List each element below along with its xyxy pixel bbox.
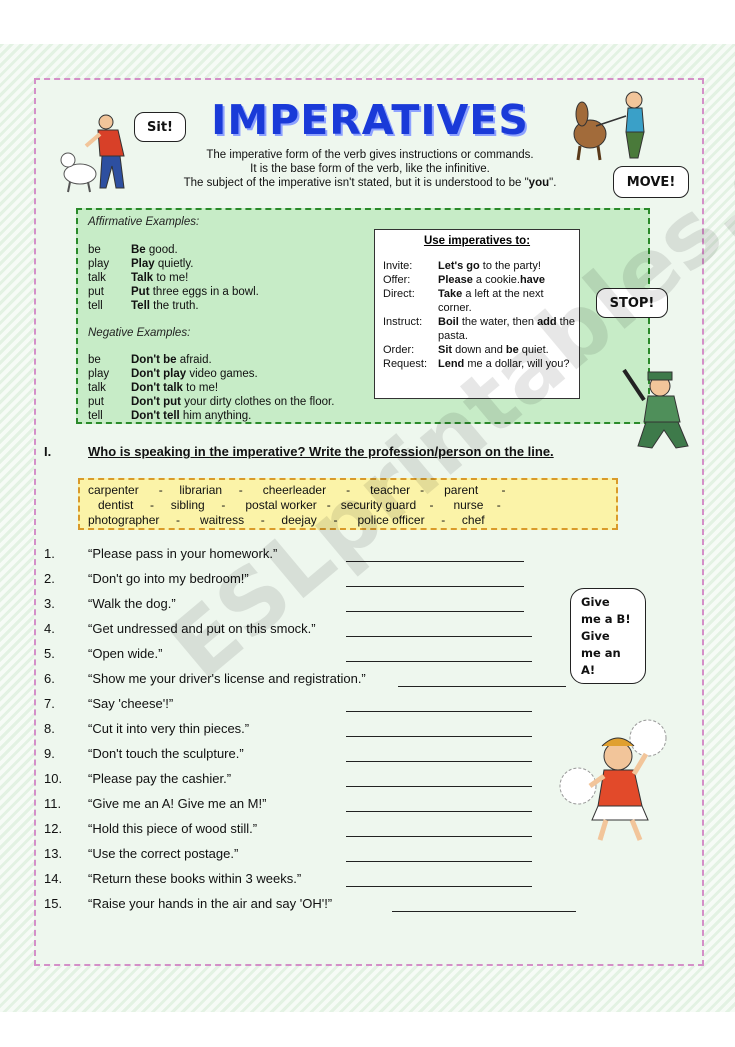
speech-bubble-stop: STOP! (596, 288, 668, 318)
question-number: 3. (44, 596, 55, 611)
question-text: “Return these books within 3 weeks.” (88, 871, 302, 886)
use-text: the pasta. (438, 316, 575, 342)
question-text: “Don't go into my bedroom!” (88, 571, 249, 586)
affirmative-verb: talk (88, 272, 106, 284)
use-function: Invite: (383, 260, 413, 272)
answer-line[interactable] (346, 711, 532, 712)
question-text: “Please pay the cashier.” (88, 771, 232, 786)
use-text: a left at the next corner. (438, 288, 544, 314)
question-text: “Give me an A! Give me an M!” (88, 796, 267, 811)
answer-line[interactable] (346, 761, 532, 762)
use-bold: Sit (438, 344, 453, 356)
word-bank-line-3: photographer - waitress - deejay - police officer - chef (88, 513, 485, 527)
negative-rest: video games. (186, 368, 258, 380)
negative-verb: be (88, 354, 101, 366)
affirmative-verb: be (88, 244, 101, 256)
affirmative-command: Talk (131, 272, 154, 284)
negative-command: Don't play (131, 368, 187, 380)
question-number: 11. (44, 796, 62, 811)
answer-line[interactable] (346, 786, 532, 787)
use-text: quiet. (518, 344, 549, 356)
intro-line-2: It is the base form of the verb, like the infinitive. (250, 163, 490, 175)
answer-line[interactable] (346, 611, 524, 612)
use-heading: Use imperatives to: (423, 235, 531, 247)
section-number: I. (44, 444, 52, 459)
negative-verb: put (88, 396, 104, 408)
word-bank-line-2: dentist - sibling - postal worker - security guard - nurse - (88, 498, 501, 512)
question-number: 15. (44, 896, 63, 911)
use-text: the water, then (458, 316, 538, 328)
negative-verb: talk (88, 382, 106, 394)
cheerleader-illustration (556, 716, 676, 844)
affirmative-rest: quietly. (154, 258, 194, 270)
negative-rest: your dirty clothes on the floor. (181, 396, 335, 408)
negative-command: Don't talk (131, 382, 183, 394)
cheer-line-1: Give (581, 594, 610, 609)
affirmative-rest: to me! (153, 272, 189, 284)
question-number: 6. (44, 671, 55, 686)
answer-line[interactable] (398, 686, 566, 687)
question-number: 4. (44, 621, 55, 636)
negative-rest: to me! (182, 382, 219, 394)
affirmative-verb: put (88, 286, 104, 298)
use-bold: Let's go (438, 260, 480, 272)
question-number: 13. (44, 846, 63, 861)
page-title: IMPERATIVES (211, 96, 529, 144)
answer-line[interactable] (346, 861, 532, 862)
use-bold: Please (438, 274, 476, 286)
question-text: “Use the correct postage.” (88, 846, 239, 861)
answer-line[interactable] (346, 811, 532, 812)
question-number: 5. (44, 646, 55, 661)
use-function: Offer: (383, 274, 411, 286)
question-text: “Say 'cheese'!” (88, 696, 174, 711)
use-bold: Boil (438, 316, 459, 328)
negative-command: Don't be (131, 354, 177, 366)
affirmative-rest: good. (145, 244, 178, 256)
use-bold: be (505, 344, 519, 356)
question-number: 9. (44, 746, 55, 761)
affirmative-command: Tell (131, 300, 150, 312)
answer-line[interactable] (346, 886, 532, 887)
affirmative-verb: tell (88, 300, 103, 312)
affirmative-verb: play (88, 258, 110, 270)
cheer-line-4: me an (581, 645, 621, 660)
question-text: “Don't touch the sculpture.” (88, 746, 244, 761)
question-number: 8. (44, 721, 55, 736)
question-number: 10. (44, 771, 63, 786)
use-bold: Lend (438, 358, 465, 370)
affirmative-rest: the truth. (149, 300, 199, 312)
affirmative-command: Play (131, 258, 155, 270)
negative-command: Don't put (131, 396, 181, 408)
use-text: a cookie. (475, 274, 520, 286)
use-function: Direct: (383, 288, 415, 300)
use-text: to the party! (479, 260, 541, 272)
word-bank-line-1: carpenter - librarian - cheerleader - teacher - parent - (88, 483, 506, 497)
question-number: 1. (44, 546, 55, 561)
negative-command: Don't tell (131, 410, 180, 422)
question-text: “Get undressed and put on this smock.” (88, 621, 316, 636)
affirmative-rest: three eggs in a bowl. (149, 286, 259, 298)
cheer-line-2: me a B! (581, 611, 631, 626)
negative-verb: tell (88, 410, 103, 422)
negative-verb: play (88, 368, 110, 380)
affirmative-command: Be (131, 244, 146, 256)
section-text: Who is speaking in the imperative? Write the profession/person on the line. (88, 444, 554, 459)
use-bold: Take (438, 288, 463, 300)
use-function: Request: (383, 358, 428, 370)
question-number: 2. (44, 571, 55, 586)
question-number: 14. (44, 871, 63, 886)
question-text: “Show me your driver's license and registration.” (88, 671, 366, 686)
question-text: “Open wide.” (88, 646, 163, 661)
answer-line[interactable] (346, 661, 532, 662)
affirmative-heading: Affirmative Examples: (88, 216, 200, 228)
cheer-line-5: A! (581, 662, 596, 677)
use-function: Order: (383, 344, 415, 356)
question-number: 12. (44, 821, 63, 836)
speech-bubble-move: MOVE! (613, 166, 689, 198)
question-text: “Cut it into very thin pieces.” (88, 721, 250, 736)
answer-line[interactable] (346, 636, 532, 637)
use-text: me a dollar, will you? (464, 358, 570, 370)
intro-line-3-end: ". (549, 177, 557, 189)
speech-bubble-cheer (570, 588, 646, 684)
answer-line[interactable] (392, 911, 576, 912)
negative-rest: him anything. (179, 410, 252, 422)
affirmative-command: Put (131, 286, 150, 298)
use-bold: add (537, 316, 557, 328)
intro-line-1: The imperative form of the verb gives instructions or commands. (206, 149, 534, 161)
intro-you: you (528, 177, 550, 189)
question-text: “Walk the dog.” (88, 596, 176, 611)
negative-heading: Negative Examples: (88, 327, 191, 339)
use-function: Instruct: (383, 316, 423, 328)
cheer-line-3: Give (581, 628, 610, 643)
answer-line[interactable] (346, 586, 524, 587)
answer-line[interactable] (346, 736, 532, 737)
speech-bubble-sit: Sit! (134, 112, 186, 142)
question-text: “Hold this piece of wood still.” (88, 821, 258, 836)
use-bold: have (519, 274, 546, 286)
intro-line-3-text: The subject of the imperative isn't stated, but it is understood to be " (183, 177, 529, 189)
question-text: “Please pass in your homework.” (88, 546, 278, 561)
use-text: down and (452, 344, 506, 356)
question-number: 7. (44, 696, 55, 711)
question-text: “Raise your hands in the air and say 'OH'!” (88, 896, 333, 911)
negative-rest: afraid. (176, 354, 212, 366)
answer-line[interactable] (346, 836, 532, 837)
